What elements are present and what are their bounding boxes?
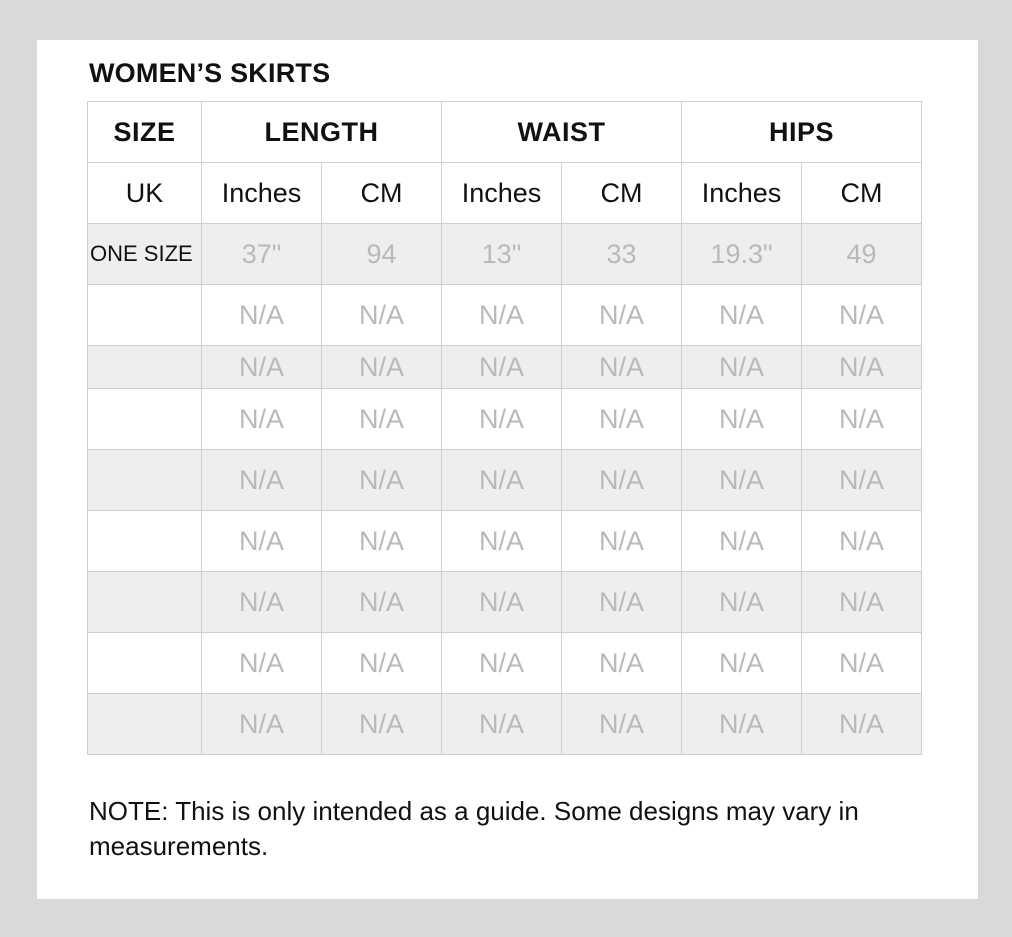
subheader-uk: UK [88, 163, 202, 224]
length-inches-cell: 37" [202, 224, 322, 285]
hips-cm-cell: N/A [802, 572, 922, 633]
header-hips: HIPS [682, 102, 922, 163]
size-cell [88, 346, 202, 389]
header-waist: WAIST [442, 102, 682, 163]
length-cm-cell: N/A [322, 633, 442, 694]
table-row [88, 450, 922, 511]
page-title: WOMEN’S SKIRTS [89, 58, 331, 88]
length-cm-cell: N/A [322, 285, 442, 346]
hips-inches-cell: N/A [682, 346, 802, 389]
size-chart-table [87, 101, 922, 755]
waist-inches-cell: N/A [442, 694, 562, 755]
table-row [88, 224, 922, 285]
waist-inches-cell: 13" [442, 224, 562, 285]
waist-inches-cell: N/A [442, 511, 562, 572]
hips-inches-cell: N/A [682, 389, 802, 450]
table-row [88, 694, 922, 755]
table-subheader-row [88, 163, 922, 224]
waist-inches-cell: N/A [442, 450, 562, 511]
header-length: LENGTH [202, 102, 442, 163]
waist-inches-cell: N/A [442, 633, 562, 694]
length-cm-cell: N/A [322, 450, 442, 511]
length-cm-cell: N/A [322, 346, 442, 389]
length-inches-cell: N/A [202, 389, 322, 450]
hips-cm-cell: N/A [802, 633, 922, 694]
size-guide-panel [37, 40, 978, 899]
header-size: SIZE [88, 102, 202, 163]
length-inches-cell: N/A [202, 694, 322, 755]
size-cell [88, 285, 202, 346]
length-cm-cell: N/A [322, 511, 442, 572]
hips-inches-cell: N/A [682, 285, 802, 346]
waist-cm-cell: N/A [562, 694, 682, 755]
hips-cm-cell: 49 [802, 224, 922, 285]
length-inches-cell: N/A [202, 633, 322, 694]
size-cell [88, 633, 202, 694]
length-inches-cell: N/A [202, 572, 322, 633]
size-guide-note: NOTE: This is only intended as a guide. Some designs may vary in measurements. [89, 796, 859, 861]
table-row [88, 285, 922, 346]
table-header-row [88, 102, 922, 163]
subheader-length-cm: CM [322, 163, 442, 224]
waist-cm-cell: N/A [562, 633, 682, 694]
table-row [88, 346, 922, 389]
hips-inches-cell: 19.3" [682, 224, 802, 285]
table-row [88, 633, 922, 694]
hips-cm-cell: N/A [802, 346, 922, 389]
hips-cm-cell: N/A [802, 389, 922, 450]
size-cell [88, 389, 202, 450]
subheader-hips-inches: Inches [682, 163, 802, 224]
hips-inches-cell: N/A [682, 694, 802, 755]
table-row [88, 389, 922, 450]
subheader-length-inches: Inches [202, 163, 322, 224]
size-cell [88, 511, 202, 572]
subheader-waist-inches: Inches [442, 163, 562, 224]
subheader-waist-cm: CM [562, 163, 682, 224]
size-cell [88, 572, 202, 633]
length-cm-cell: N/A [322, 694, 442, 755]
waist-inches-cell: N/A [442, 389, 562, 450]
length-cm-cell: N/A [322, 572, 442, 633]
hips-inches-cell: N/A [682, 633, 802, 694]
hips-cm-cell: N/A [802, 285, 922, 346]
waist-cm-cell: N/A [562, 389, 682, 450]
waist-inches-cell: N/A [442, 346, 562, 389]
hips-cm-cell: N/A [802, 694, 922, 755]
waist-cm-cell: N/A [562, 450, 682, 511]
length-inches-cell: N/A [202, 450, 322, 511]
hips-inches-cell: N/A [682, 572, 802, 633]
size-cell [88, 694, 202, 755]
table-row [88, 511, 922, 572]
waist-inches-cell: N/A [442, 285, 562, 346]
table-row [88, 572, 922, 633]
size-cell: ONE SIZE [88, 224, 202, 285]
length-cm-cell: 94 [322, 224, 442, 285]
waist-inches-cell: N/A [442, 572, 562, 633]
hips-inches-cell: N/A [682, 450, 802, 511]
length-inches-cell: N/A [202, 285, 322, 346]
waist-cm-cell: N/A [562, 346, 682, 389]
waist-cm-cell: N/A [562, 572, 682, 633]
hips-inches-cell: N/A [682, 511, 802, 572]
waist-cm-cell: 33 [562, 224, 682, 285]
hips-cm-cell: N/A [802, 450, 922, 511]
hips-cm-cell: N/A [802, 511, 922, 572]
waist-cm-cell: N/A [562, 285, 682, 346]
subheader-hips-cm: CM [802, 163, 922, 224]
length-inches-cell: N/A [202, 346, 322, 389]
waist-cm-cell: N/A [562, 511, 682, 572]
length-cm-cell: N/A [322, 389, 442, 450]
size-cell [88, 450, 202, 511]
length-inches-cell: N/A [202, 511, 322, 572]
